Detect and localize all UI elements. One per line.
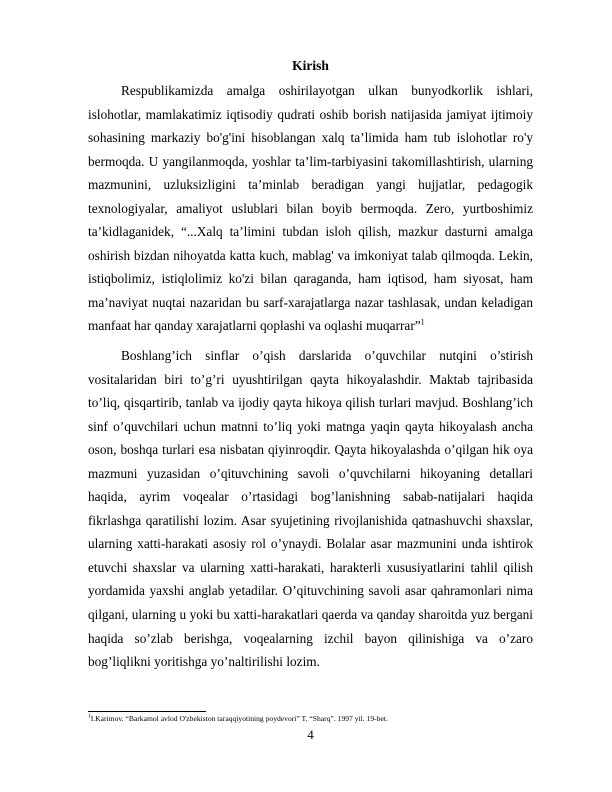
footnote [88,714,533,724]
paragraph-retelling: Boshlang’ich sinflar o’qish darslarida o’quvchilar nutqini o’stirish vositalaridan biri to’g’ri uyushtirilgan qayta hikoyalashdir. Maktab tajribasida to’liq, qisqartirib, tanlab va ijodiy qayta hikoya qilish turlari mavjud. Boshlang’ich sinf o’quvchilari uchun matnni to’liq yoki matnga yaqin qayta hikoyalash ancha oson, boshqa turlari esa nisbatan qiyinroqdir. Qayta hikoyalashda o’qilgan hik oya mazmuni yuzasidan o’qituvchining savoli o’quvchilarni hikoyaning detallari haqida, ayrim voqealar o’rtasidagi bog’lanishning sabab-natijalari haqida fikrlashga qaratilishi lozim. Asar syujetining rivojlanishida qatnashuvchi shaxslar, ularning xatti-harakati asosiy rol o’ynaydi. Bolalar asar mazmunini unda ishtirok etuvchi shaxslar va ularning xatti-harakati, harakterli xususiyatlarini tahlil qilish yordamida yaxshi anglab yetadilar. O’qituvchining savoli asar qahramonlari nima qilgani, ularning u yoki bu xatti-harakatlari qaerda va qanday sharoitda yuz bergani haqida so’zlab berishga, voqealarning izchil bayon qilinishiga va o’zaro bog’liqlikni yoritishga yo’naltirilishi lozim. [88,348,533,670]
paragraph-introduction [88,79,533,338]
footnote-separator [88,711,206,712]
footnote-reference: 1 [420,318,425,328]
paragraph-text: Respublikamizda amalga oshirilayotgan ulkan bunyodkorlik ishlari, islohotlar, mamlakatimiz iqtisodiy qudrati oshib borish natijasida jamiyat ijtimoiy sohasining markaziy bo'g'ini hisoblangan xalq ta’limida ham tub islohotlar ro'y bermoqda. U yangilanmoqda, yoshlar ta’lim-tarbiyasini takomillashtirish, ularning mazmunini, uzluksizligini ta’minlab beradigan yangi hujjatlar, pedagogik texnologiyalar, amaliyot uslublari bilan boyib bermoqda. Zero, yurtboshimiz ta’kidlaganidek, “...Xalq ta’limini tubdan isloh qilish, mazkur dasturni amalga oshirish bizdan nihoyatda katta kuch, mablag' va imkoniyat talab qilmoqda. Lekin, istiqbolimiz, istiqlolimiz ko'zi bilan qaraganda, ham iqtisod, ham siyosat, ham ma’naviyat nuqtai nazaridan bu sarf-xarajatlarga nazar tashlasak, undan keladigan manfaat har qanday xarajatlarni qoplashi va oqlashi muqarrar” [88,83,533,334]
document-page [88,0,533,792]
footnote-number: 1 [88,713,91,720]
section-title: Kirish [292,58,329,73]
page-number: 4 [307,727,314,742]
footnote-text: I.Karimov. “Barkamol avlod O'zbekiston taraqqiyotining poydevori” T. “Sharq”. 1997 yil. 19-bet. [90,714,388,723]
